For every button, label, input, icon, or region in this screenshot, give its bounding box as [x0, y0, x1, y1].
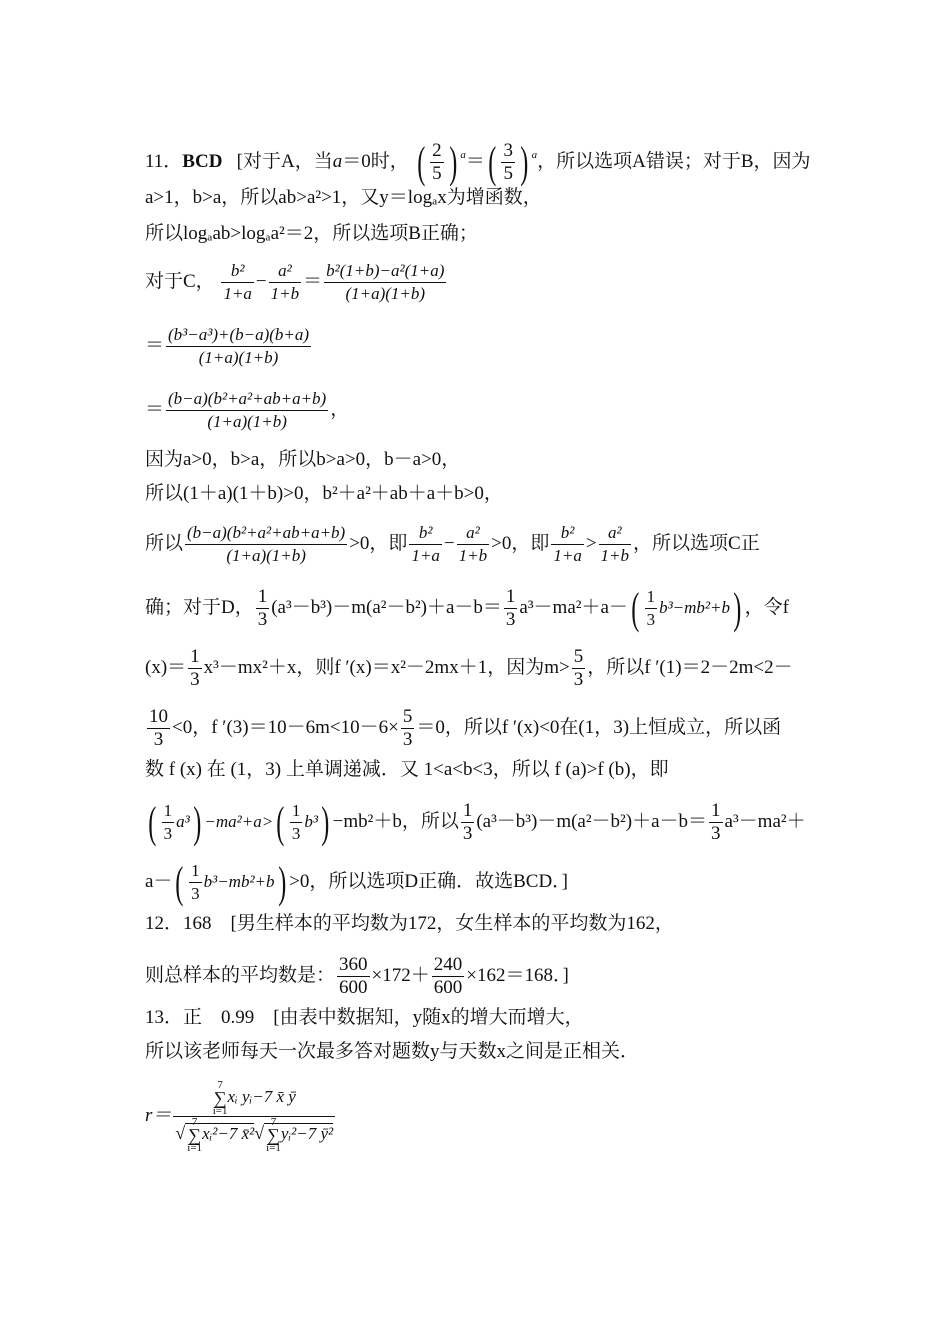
p11-line16 [145, 857, 569, 907]
text: (a³－b³)－m(a²－b²)＋a－b＝ [271, 596, 502, 618]
fraction: $\frac{\text{b²}}{1+a}$ [553, 523, 582, 565]
paren: ( [148, 797, 157, 847]
text: >0，即 [491, 532, 550, 554]
paren: ( [488, 137, 497, 187]
p12-line1: 12．168 [男生样本的平均数为172，女生样本的平均数为162， [145, 913, 674, 934]
p11-line3: 所以logₐab>logₐa²＝2，所以选项B正确； [145, 223, 478, 244]
fraction: $\frac{1}{3}$ [646, 587, 656, 629]
p11-line10 [145, 522, 760, 567]
text: − [255, 270, 267, 292]
fraction: $\frac{2}{5}$ [432, 140, 442, 184]
p11-line11 [145, 583, 789, 633]
text: 所以 [145, 532, 184, 554]
paren: ) [277, 857, 286, 907]
text: −mb²＋b，所以 [332, 810, 459, 832]
text: b³ [304, 811, 318, 831]
p11-line4 [145, 260, 448, 305]
text: (x)＝ [145, 656, 187, 678]
fraction: $\frac{1}{3}$ [462, 800, 473, 844]
fraction: $\frac{\text{b²}}{1+a}$ [223, 261, 252, 303]
text: >0，即 [349, 532, 408, 554]
text: ×162＝168．] [466, 964, 569, 986]
p11-line6: ＝ $\frac{\text{(b−a)(b²+a²+ab+a+b)}}{(1+a)(1+b)}$ ， [145, 389, 350, 431]
text: <0，f ′(3)＝10－6m<10－6× [172, 716, 399, 738]
text: ＝0，所以f ′(x)<0在(1，3)上恒成立，所以函 [416, 716, 782, 738]
text: b³−mb²+b [203, 871, 275, 891]
text: xᵢ²−7 x̄² [202, 1123, 255, 1143]
text: a [332, 150, 343, 172]
text: [对于A，当 [236, 150, 333, 172]
text: x³－mx²＋x，则f ′(x)＝x²－2mx＋1，因为m> [203, 656, 570, 678]
paren: ( [276, 797, 285, 847]
fraction: $\frac{5}{3}$ [402, 706, 413, 750]
text: 确；对于D， [145, 596, 254, 618]
text: a³－ma²＋ [724, 810, 806, 832]
fraction: $\frac{1}{3}$ [505, 586, 516, 630]
text: >0，所以选项D正确．故选BCD．] [289, 870, 569, 892]
sigma: 7 ∑ i=1 [187, 1116, 203, 1154]
p11-line2: a>1，b>a，所以ab>a²>1，又y＝logₐx为增函数， [145, 187, 542, 208]
paren: ) [733, 583, 742, 633]
fraction: $\frac{\text{(b−a)(b²+a²+ab+a+b)}}{(1+a)(1+b)}$ [187, 523, 346, 565]
sigma: 7 ∑ i=1 [212, 1079, 228, 1117]
text: ＝0时， [342, 150, 409, 172]
p12-line2 [145, 954, 569, 999]
fraction: $\frac{240}{600}$ [433, 954, 463, 998]
sigma: 7 ∑ i=1 [266, 1116, 281, 1154]
fraction: $\frac{1}{3}$ [163, 801, 173, 843]
text: ，令f [744, 596, 789, 618]
text: 则总样本的平均数是： [145, 964, 336, 986]
p11-line5 [145, 324, 313, 369]
text: − [443, 532, 455, 554]
paren: ) [448, 137, 458, 187]
text: ＝ [303, 270, 323, 292]
text: −ma²+a> [204, 811, 274, 831]
fraction: $\frac{\text{(b³−a³)+(b−a)(b+a)}}{(1+a)(1+b)}$ [168, 325, 310, 367]
p13-line2: 所以该老师每天一次最多答对题数y与天数x之间是正相关． [145, 1041, 640, 1062]
p13-formula [145, 1080, 337, 1153]
fraction: $\frac{\text{a²}}{1+b}$ [600, 523, 630, 565]
text: r＝ [145, 1104, 172, 1126]
text: (a³－b³)－m(a²－b²)＋a－b＝ [476, 810, 708, 832]
fraction: $\frac{1}{3}$ [291, 801, 301, 843]
p11-line9: 所以(1＋a)(1＋b)>0，b²＋a²＋ab＋a＋b>0， [145, 483, 503, 504]
text: b³−mb²+b [659, 597, 730, 617]
p11-line15 [145, 797, 806, 847]
fraction: $\frac{10}{3}$ [149, 706, 168, 750]
fraction: $\frac{\text{b²}}{1+a}$ [411, 523, 440, 565]
text: > [585, 532, 597, 554]
fraction: $\frac{\text{b²(1+b)−a²(1+a)}}{(1+a)(1+b)}$ [326, 261, 445, 303]
text: xᵢ yᵢ−7 x̄ ȳ [227, 1086, 296, 1106]
fraction: $\frac{1}{3}$ [191, 861, 200, 903]
answer: BCD [182, 150, 223, 172]
fraction: $\frac{\text{a²}}{1+b}$ [458, 523, 488, 565]
text: ＝ [145, 334, 165, 356]
fraction: $\frac{1}{3}$ [711, 800, 721, 844]
text: ，所以f ′(1)＝2－2m<2－ [587, 656, 793, 678]
paren: ( [175, 857, 184, 907]
fraction: $\frac{1}{3}$ [190, 646, 200, 690]
paren: ) [520, 137, 529, 187]
fraction: $\frac{1}{3}$ [257, 586, 268, 630]
fraction: 7 ∑ i=1xᵢ yᵢ−7 x̄ ȳ √7 ∑ i=1xᵢ²−7 x̄²√7 ∑ i=1yᵢ²−7 ȳ² [175, 1079, 334, 1154]
text: ，所以选项A错误；对于B，因为 [537, 150, 811, 172]
fraction: $\frac{\text{(b−a)(b²+a²+ab+a+b)}}{(1+a)(1+b)}$ [168, 389, 327, 431]
text: a－ [145, 870, 173, 892]
paren: ) [193, 797, 202, 847]
fraction: $\frac{3}{5}$ [503, 140, 513, 184]
text: a³－ma²＋a－ [519, 596, 628, 618]
text: a³ [176, 811, 190, 831]
p11-line12 [145, 646, 793, 691]
text: ×172＋ [371, 964, 430, 986]
p11-line8: 因为a>0，b>a，所以b>a>0，b－a>0， [145, 449, 461, 470]
fraction: $\frac{5}{3}$ [573, 646, 584, 690]
p13-line1: 13．正 0.99 [由表中数据知，y随x的增大而增大， [145, 1007, 584, 1028]
text: yᵢ²−7 ȳ² [280, 1123, 334, 1143]
fraction: $\frac{\text{a²}}{1+b}$ [270, 261, 300, 303]
paren: ( [416, 137, 425, 187]
paren: ( [631, 583, 640, 633]
p11-line13 [145, 706, 781, 751]
text: ＝ [145, 398, 165, 420]
text: ，所以选项C正 [633, 532, 760, 554]
text: ＝ [465, 150, 485, 172]
problem-number: 11． [145, 150, 183, 172]
fraction: $\frac{360}{600}$ [339, 954, 368, 998]
paren: ) [321, 797, 330, 847]
p11-line14: 数 f (x) 在 (1，3) 上单调递减．又 1<a<b<3，所以 f (a)>f (b)，即 [145, 759, 669, 780]
text: 对于C， [145, 270, 215, 292]
p11-line1: 11．BCD [对于A，当a＝0时， ( $\frac{2}{5}$ ) $^a$＝( $\frac{3}{5}$ ) $^a$，所以选项A错误；对于B，因为 [145, 137, 811, 187]
